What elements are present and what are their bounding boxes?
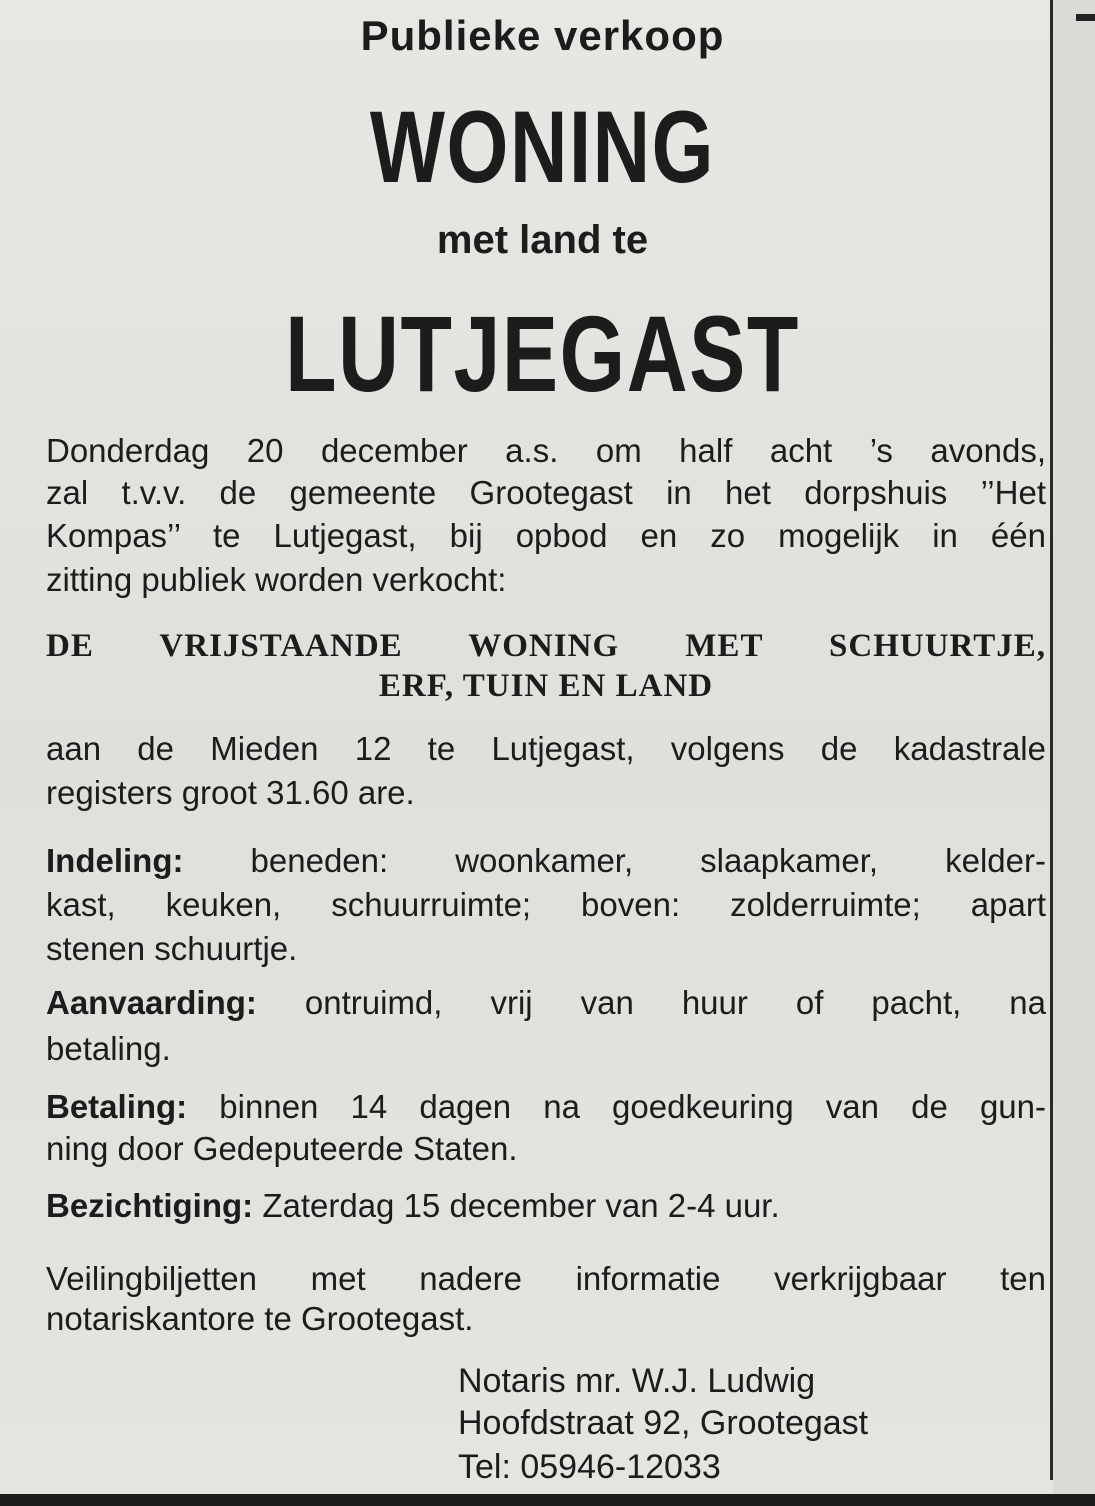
aanvaarding-label: Aanvaarding:: [46, 984, 257, 1021]
signature-name: Notaris mr. W.J. Ludwig: [458, 1362, 816, 1400]
indeling-text: beneden: woonkamer, slaapkamer, kelder-: [250, 842, 1046, 879]
indeling-label: Indeling:: [46, 842, 184, 879]
aanvaarding-text: ontruimd, vrij van huur of pacht, na: [304, 984, 1046, 1021]
ad-kicker: Publieke verkoop: [360, 12, 725, 59]
intro-line: zitting publiek worden verkocht:: [46, 561, 507, 598]
intro-line: Donderdag 20 december a.s. om half acht ’s avonds,: [46, 432, 1046, 469]
bezichtiging-label: Bezichtiging:: [46, 1187, 254, 1224]
indeling-line: stenen schuurtje.: [46, 930, 298, 967]
bezichtiging-text: Zaterdag 15 december van 2-4 uur.: [262, 1187, 780, 1224]
aanvaarding-line: betaling.: [46, 1030, 171, 1067]
bezichtiging-line: [46, 1185, 1046, 1227]
headline-woning: WONING: [369, 90, 716, 204]
bottom-rule: [0, 1494, 1095, 1506]
indeling-line: [46, 840, 1046, 882]
object-title-line: DE VRIJSTAANDE WONING MET SCHUURTJE,: [46, 628, 1046, 664]
betaling-text: binnen 14 dagen na goedkeuring van de gun-: [219, 1088, 1046, 1125]
location-line: registers groot 31.60 are.: [46, 774, 415, 811]
closing-line: notariskantore te Grootegast.: [46, 1300, 474, 1337]
aanvaarding-line: [46, 982, 1046, 1024]
column-border: [1050, 0, 1053, 1480]
betaling-line: ning door Gedeputeerde Staten.: [46, 1130, 518, 1167]
signature-address: Hoofdstraat 92, Grootegast: [458, 1404, 869, 1442]
signature-phone: Tel: 05946-12033: [458, 1448, 721, 1486]
ad-subtitle: met land te: [436, 218, 649, 262]
headline-lutjegast: LUTJEGAST: [285, 293, 800, 414]
betaling-line: [46, 1086, 1046, 1128]
object-title-line: ERF, TUIN EN LAND: [378, 668, 714, 704]
indeling-line: kast, keuken, schuurruimte; boven: zolderruimte; apart: [46, 886, 1046, 923]
border-mark: [1076, 14, 1095, 21]
closing-line: Veilingbiljetten met nadere informatie verkrijgbaar ten: [46, 1260, 1046, 1297]
adjacent-column-margin: [1053, 0, 1095, 1506]
betaling-label: Betaling:: [46, 1088, 188, 1125]
location-line: aan de Mieden 12 te Lutjegast, volgens de kadastrale: [46, 730, 1046, 767]
intro-line: Kompas’’ te Lutjegast, bij opbod en zo mogelijk in één: [46, 517, 1046, 554]
intro-line: zal t.v.v. de gemeente Grootegast in het dorpshuis ’’Het: [46, 474, 1046, 511]
